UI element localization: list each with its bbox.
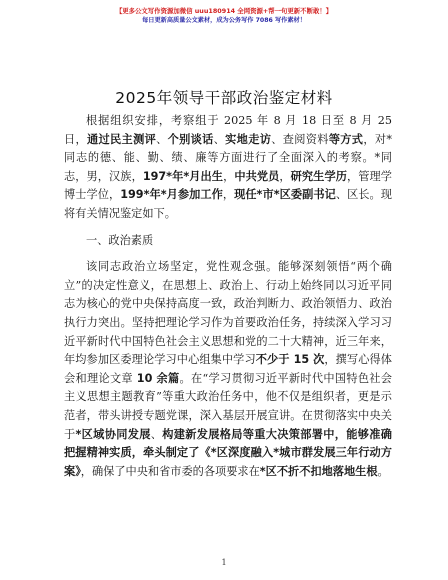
text-run: 该同志政治立场坚定，党性观念强。能够深刻领悟“两个确立”的决定性意义，在思想上、政治上、行动上始终同以习近平同志为核心的党中央保持高度一致，政治判断力、政治领悟力、政治执行力突出。坚持把理论学习作为首要政治任务，持续深入学习习近平新时代中国特色社会主义思想和党的二十大精神，近三年来，年均参加区委理论学习中心组集中学习 [64, 260, 392, 367]
text-run: 、 [150, 427, 163, 441]
text-run: ，对*同志的德、能、勤、绩、廉等方面进行了全面深入的考察。*同志，男，汉族， [64, 132, 392, 183]
text-run: 实地走访 [225, 132, 272, 146]
text-run: ，管理学博士学位， [64, 169, 392, 202]
text-run: 197*年*月出生 [142, 169, 224, 183]
text-run: ， [279, 169, 291, 183]
text-run: 、 [156, 132, 168, 146]
text-run: 通过民主测评 [87, 132, 157, 146]
text-run: 根据组织安排，考察组于 2025 年 8 月 18 日至 8 月 25 日， [64, 114, 392, 146]
promo-banner [0, 6, 448, 26]
document-title: 2025年领导干部政治鉴定材料 [115, 89, 333, 107]
text-run: *区不折不扣地落地生根 [259, 464, 378, 478]
text-run: 、区长。现将有关情况鉴定如下。 [64, 188, 392, 220]
text-run: 10 余篇 [136, 371, 180, 385]
text-run: ，撰写心得体会和理论文章 [64, 353, 392, 385]
section-heading: 一、政治素质 [86, 233, 154, 247]
banner-line-2: 每日更新高质量公文素材，成为公务写作 7086 写作素材！ [142, 17, 306, 24]
page-number: 1 [221, 558, 227, 567]
text-run: 、 [213, 132, 226, 146]
text-run: 199*年*月参加工作 [120, 188, 223, 202]
text-run: 研究生学历 [290, 169, 347, 183]
banner-line-1: 【更多公文写作资源加微信 uuu180914 全网资源+帮一句更新不断敢！】 [115, 7, 333, 15]
text-run: 。在“学习贯彻习近平新时代中国特色社会主义思想主题教育”等重大政治任务中，他不仅是组织者，更是示范者，带头讲授专题党课，深入基层开展宣讲。在贯彻落实中央关于 [64, 371, 392, 441]
text-run: 个别谈话 [167, 132, 214, 146]
document-body [64, 112, 392, 481]
text-run: 。 [377, 464, 389, 478]
text-run: ， [222, 188, 235, 202]
intro-paragraph [64, 112, 392, 224]
text-run: ， [223, 169, 235, 183]
text-run: 等方式 [328, 132, 364, 146]
political-quality-paragraph [64, 258, 392, 481]
text-run: 、查阅资料 [271, 132, 329, 146]
text-run: 构建新发展格局等重大决策部署中，能够准确把握精神实质，牵头制定了《*区深度融入*城市群发展三年行动方案》 [64, 427, 392, 478]
text-run: *区域协同发展 [75, 427, 151, 441]
text-run: ，确保了中央和省市委的各项要求在 [80, 464, 260, 478]
text-run: 中共党员 [234, 169, 280, 183]
text-run: 现任*市*区委副书记 [234, 188, 336, 202]
text-run: 不少于 15 次 [255, 353, 325, 367]
